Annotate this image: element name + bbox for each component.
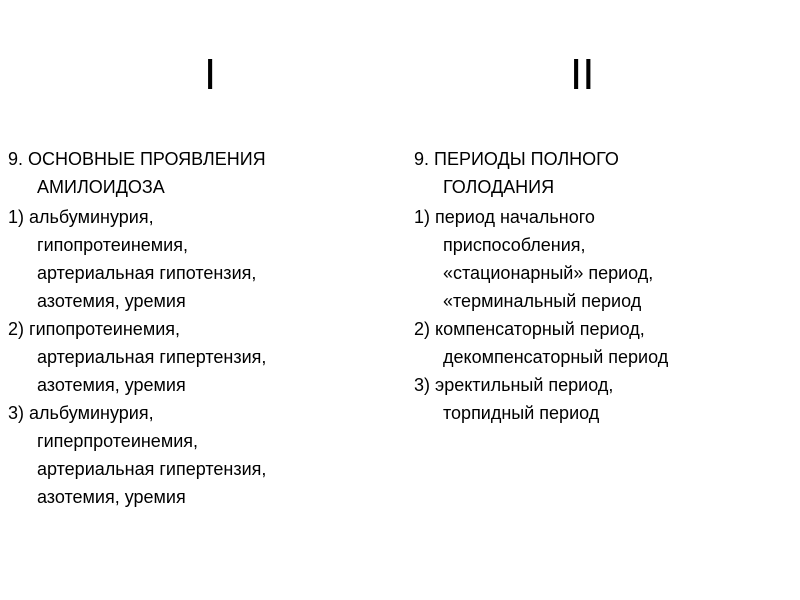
option-line: артериальная гипертензия, (37, 459, 267, 479)
option-line: 2) компенсаторный период, (414, 319, 645, 339)
option-line: 1) период начального (414, 207, 595, 227)
option-line: азотемия, уремия (37, 375, 186, 395)
option-line: приспособления, (443, 235, 586, 255)
question-line: ГОЛОДАНИЯ (443, 177, 555, 197)
answer-option-1 (414, 203, 784, 315)
column-header-left: I (204, 50, 217, 99)
right-column (414, 145, 784, 427)
option-line: гиперпротеинемия, (37, 431, 198, 451)
option-line: торпидный период (443, 403, 600, 423)
question-heading (8, 145, 378, 201)
answer-option-2 (414, 315, 784, 371)
answer-option-3 (414, 371, 784, 427)
question-line: 9. ОСНОВНЫЕ ПРОЯВЛЕНИЯ (8, 149, 266, 169)
question-line: АМИЛОИДОЗА (37, 177, 165, 197)
option-line: 3) альбуминурия, (8, 403, 154, 423)
option-line: «терминальный период (443, 291, 642, 311)
answer-option-2 (8, 315, 378, 399)
options-list (414, 203, 784, 427)
option-line: артериальная гипотензия, (37, 263, 257, 283)
answer-option-1 (8, 203, 378, 315)
option-line: 1) альбуминурия, (8, 207, 154, 227)
option-line: азотемия, уремия (37, 487, 186, 507)
option-line: артериальная гипертензия, (37, 347, 267, 367)
option-line: азотемия, уремия (37, 291, 186, 311)
option-line: декомпенсаторный период (443, 347, 669, 367)
option-line: 3) эректильный период, (414, 375, 614, 395)
option-line: «стационарный» период, (443, 263, 654, 283)
option-line: 2) гипопротеинемия, (8, 319, 180, 339)
option-line: гипопротеинемия, (37, 235, 188, 255)
question-line: 9. ПЕРИОДЫ ПОЛНОГО (414, 149, 619, 169)
question-heading (414, 145, 784, 201)
answer-option-3 (8, 399, 378, 511)
options-list (8, 203, 378, 511)
column-header-right: II (570, 50, 595, 99)
left-column (8, 145, 378, 511)
